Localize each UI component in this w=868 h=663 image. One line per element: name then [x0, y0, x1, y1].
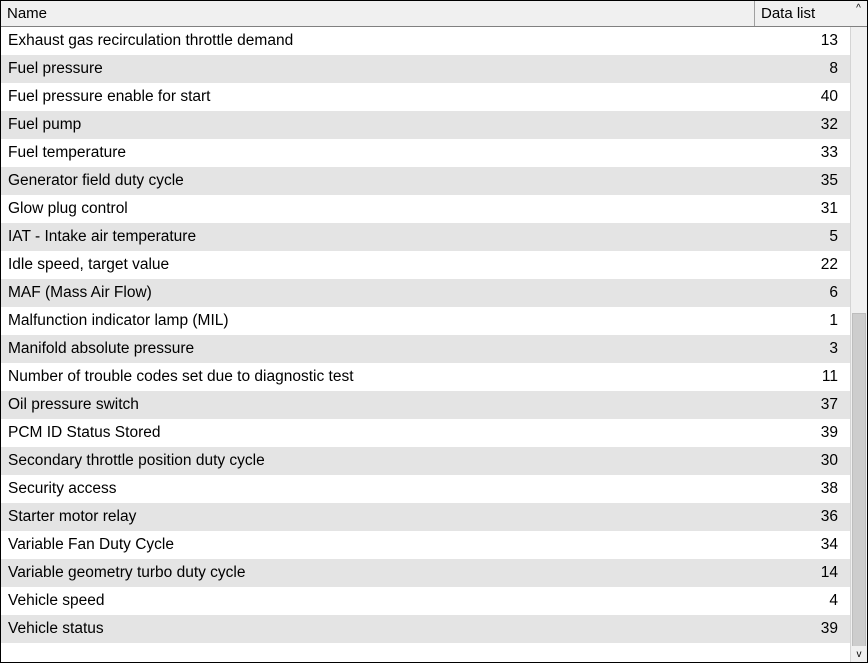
row-value: 35: [820, 172, 838, 189]
row-value: 1: [829, 312, 838, 329]
row-value: 36: [820, 508, 838, 525]
row-value: 40: [820, 88, 838, 105]
scroll-up-icon[interactable]: ^: [850, 1, 867, 26]
table-row[interactable]: [1, 419, 850, 447]
grid-body: [1, 27, 867, 662]
row-name: Fuel pressure enable for start: [8, 88, 211, 105]
row-value: 3: [829, 340, 838, 357]
row-value: 14: [820, 564, 838, 581]
row-value: 30: [820, 452, 838, 469]
row-name: Glow plug control: [8, 200, 128, 217]
grid-rows: [1, 27, 850, 662]
row-value: 39: [820, 424, 838, 441]
table-row[interactable]: [1, 223, 850, 251]
row-value: 33: [820, 144, 838, 161]
table-row[interactable]: [1, 475, 850, 503]
row-name: Fuel pressure: [8, 60, 103, 77]
row-name: PCM ID Status Stored: [8, 424, 161, 441]
table-row[interactable]: [1, 111, 850, 139]
row-value: 34: [820, 536, 838, 553]
table-row[interactable]: [1, 83, 850, 111]
table-row[interactable]: [1, 139, 850, 167]
row-name: Fuel pump: [8, 116, 82, 133]
row-value: 22: [820, 256, 838, 273]
row-name: Generator field duty cycle: [8, 172, 184, 189]
row-value: 6: [829, 284, 838, 301]
table-row[interactable]: [1, 335, 850, 363]
row-value: 5: [829, 228, 838, 245]
grid-header-row: [1, 1, 867, 27]
row-name: Vehicle status: [8, 620, 104, 637]
table-row[interactable]: [1, 27, 850, 55]
row-value: 4: [829, 592, 838, 609]
row-name: Security access: [8, 480, 117, 497]
vertical-scrollbar[interactable]: [850, 27, 867, 662]
row-name: Oil pressure switch: [8, 396, 139, 413]
table-row[interactable]: [1, 447, 850, 475]
row-value: 11: [821, 368, 838, 385]
row-name: Manifold absolute pressure: [8, 340, 195, 357]
table-row[interactable]: [1, 615, 850, 643]
scrollbar-thumb[interactable]: [852, 313, 866, 662]
table-row[interactable]: [1, 279, 850, 307]
table-row[interactable]: [1, 503, 850, 531]
table-row[interactable]: [1, 251, 850, 279]
table-row[interactable]: [1, 55, 850, 83]
row-value: 37: [820, 396, 838, 413]
row-value: 38: [820, 480, 838, 497]
table-row[interactable]: [1, 167, 850, 195]
data-list-grid: [1, 1, 867, 662]
row-name: MAF (Mass Air Flow): [8, 284, 152, 301]
table-row[interactable]: [1, 559, 850, 587]
table-row[interactable]: [1, 531, 850, 559]
row-name: Idle speed, target value: [8, 256, 170, 273]
table-row[interactable]: [1, 587, 850, 615]
table-row[interactable]: [1, 391, 850, 419]
row-value: 31: [820, 200, 838, 217]
row-name: Starter motor relay: [8, 508, 137, 525]
row-name: IAT - Intake air temperature: [8, 228, 197, 245]
row-name: Vehicle speed: [8, 592, 105, 609]
table-row[interactable]: [1, 195, 850, 223]
row-value: 32: [820, 116, 838, 133]
column-header-data-list[interactable]: Data list: [755, 1, 850, 26]
row-name: Variable geometry turbo duty cycle: [8, 564, 246, 581]
row-value: 39: [820, 620, 838, 637]
row-name: Variable Fan Duty Cycle: [8, 536, 174, 553]
row-name: Exhaust gas recirculation throttle demand: [8, 32, 294, 49]
table-row[interactable]: [1, 307, 850, 335]
row-value: 13: [820, 32, 838, 49]
row-name: Number of trouble codes set due to diagnostic test: [8, 368, 354, 385]
column-header-name[interactable]: Name: [1, 1, 755, 26]
scroll-down-icon[interactable]: v: [851, 646, 867, 662]
row-name: Malfunction indicator lamp (MIL): [8, 312, 229, 329]
row-name: Fuel temperature: [8, 144, 127, 161]
row-value: 8: [829, 60, 838, 77]
table-row[interactable]: [1, 363, 850, 391]
row-name: Secondary throttle position duty cycle: [8, 452, 265, 469]
